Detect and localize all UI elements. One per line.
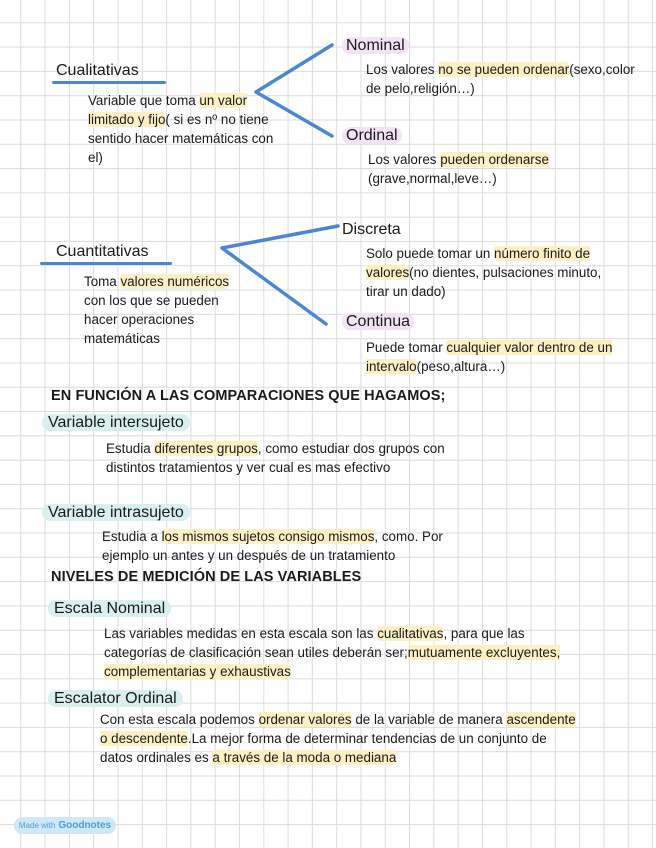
comparaciones-heading: EN FUNCIÓN A LAS COMPARACIONES QUE HAGAMOS; [51, 388, 446, 404]
continua-title: Continua [342, 312, 414, 332]
cualitativas-description: Variable que toma un valor limitado y fijo( si es nº no tiene sentido hacer matemáticas con el) [88, 93, 274, 165]
discreta-title: Discreta [342, 221, 401, 238]
ordinal-description: Los valores pueden ordenarse (grave,normal,leve…) [368, 152, 549, 186]
continua-description: Puede tomar cualquier valor dentro de un intervalo(peso,altura…) [366, 340, 613, 374]
escala-ordinal-description: Con esta escala podemos ordenar valores de la variable de manera ascendente o descendente.La mejor forma de determinar tendencias de un conjunto de datos ordinales es a través de la moda o mediana [100, 712, 576, 765]
intrasujeto-description: Estudia a los mismos sujetos consigo mismos, como. Por ejemplo un antes y un después de un tratamiento [102, 529, 443, 563]
nominal-description: Los valores no se pueden ordenar(sexo,color de pelo,religión…) [366, 62, 635, 96]
cualitativas-title: Cualitativas [56, 62, 139, 79]
intersujeto-description: Estudia diferentes grupos, como estudiar dos grupos con distintos tratamientos y ver cual es mas efectivo [106, 441, 445, 475]
made-with-label: Made with [18, 821, 56, 830]
escala-nominal-title: Escala Nominal [48, 599, 171, 619]
escala-nominal-description: Las variables medidas en esta escala son las cualitativas, para que las categorías de clasificación sean utiles deberán ser;mutuamente excluyentes, complementarias y exhaustivas [104, 626, 561, 679]
intrasujeto-title: Variable intrasujeto [42, 503, 190, 523]
ordinal-title: Ordinal [342, 126, 402, 146]
cuantitativas-description: Toma valores numéricos con los que se pueden hacer operaciones matemáticas [84, 274, 230, 346]
discreta-description: Solo puede tomar un número finito de valores(no dientes, pulsaciones minuto, tirar un dado) [366, 246, 602, 299]
niveles-heading: NIVELES DE MEDICIÓN DE LAS VARIABLES [51, 569, 362, 585]
cuantitativas-title: Cuantitativas [56, 243, 149, 260]
goodnotes-brand: Goodnotes [58, 820, 112, 831]
cuantitativas-underline [40, 262, 172, 265]
escala-ordinal-title: Escalator Ordinal [48, 689, 183, 709]
goodnotes-badge [14, 817, 116, 834]
nominal-title: Nominal [342, 36, 409, 56]
intersujeto-title: Variable intersujeto [42, 413, 190, 433]
